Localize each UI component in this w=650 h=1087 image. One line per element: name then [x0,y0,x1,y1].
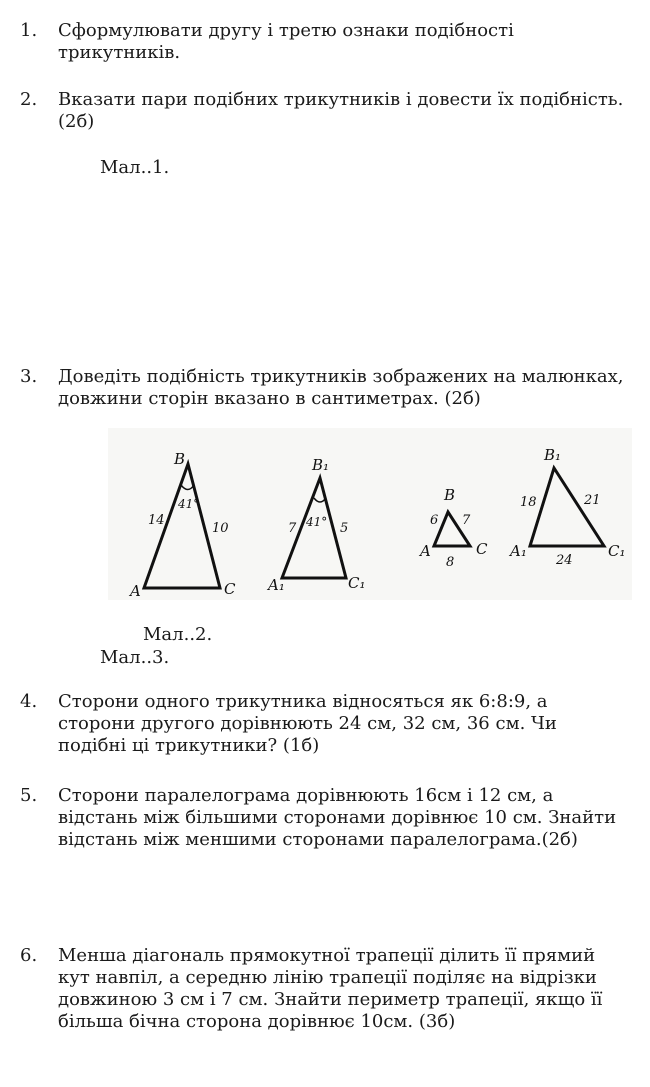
vertex-label: A₁ [268,576,285,594]
vertex-label: B₁ [544,446,562,464]
side-label: 21 [584,493,601,508]
side-label: 7 [288,521,297,536]
vertex-label: B [444,486,456,504]
vertex-label: C [476,540,488,558]
vertex-label: A [420,542,431,560]
task-number: 6. [20,945,38,966]
side-label: 14 [148,513,165,528]
vertex-label: B₁ [312,456,330,474]
triangles-drawing [108,428,632,600]
vertex-label: C₁ [608,542,626,560]
side-label: 6 [430,513,439,528]
side-label: 7 [462,513,471,528]
angle-label: 41° [306,515,328,529]
side-label: 8 [446,555,455,570]
task-text: Доведіть подібність трикутників зображених на малюнках, довжини сторін вказано в сантиметрах. (2б) [58,366,624,409]
triangles-figure [108,428,632,600]
side-label: 10 [212,521,229,536]
angle-label: 41° [178,497,200,511]
side-label: 24 [556,553,573,568]
side-label: 18 [520,495,537,510]
task-text: Менша діагональ прямокутної трапеції ділить її прямий кут навпіл, а середню лінію трапеції поділяє на відрізки довжиною 3 см і 7 см. Знайти периметр трапеції, якщо її більша бічна сторона дорівнює 10см. (3б) [58,945,603,1032]
task-number: 3. [20,366,38,387]
side-label: 5 [340,521,349,536]
caption-mal3: Мал..3. [100,647,170,668]
task-text: Сторони паралелограма дорівнюють 16см і 12 см, а відстань між більшими сторонами дорівнює 10 см. Знайти відстань між меншими сторонами паралелограма.(2б) [58,785,617,850]
task-text: Сформулювати другу і третю ознаки подібності трикутників. [58,20,514,63]
vertex-label: A₁ [510,542,527,560]
vertex-label: A [130,582,141,600]
task-number: 1. [20,20,38,41]
vertex-label: B [174,450,186,468]
vertex-label: C₁ [348,574,366,592]
task-number: 5. [20,785,38,806]
task-text: Сторони одного трикутника відносяться як 6:8:9, а сторони другого дорівнюють 24 см, 32 см, 36 см. Чи подібні ці трикутники? (1б) [58,691,557,756]
vertex-label: C [224,580,236,598]
task-number: 4. [20,691,38,712]
caption-mal1: Мал..1. [100,157,170,178]
caption-mal2: Мал..2. [143,624,213,645]
task-number: 2. [20,89,38,110]
task-text: Вказати пари подібних трикутників і довести їх подібність.(2б) [58,89,624,132]
